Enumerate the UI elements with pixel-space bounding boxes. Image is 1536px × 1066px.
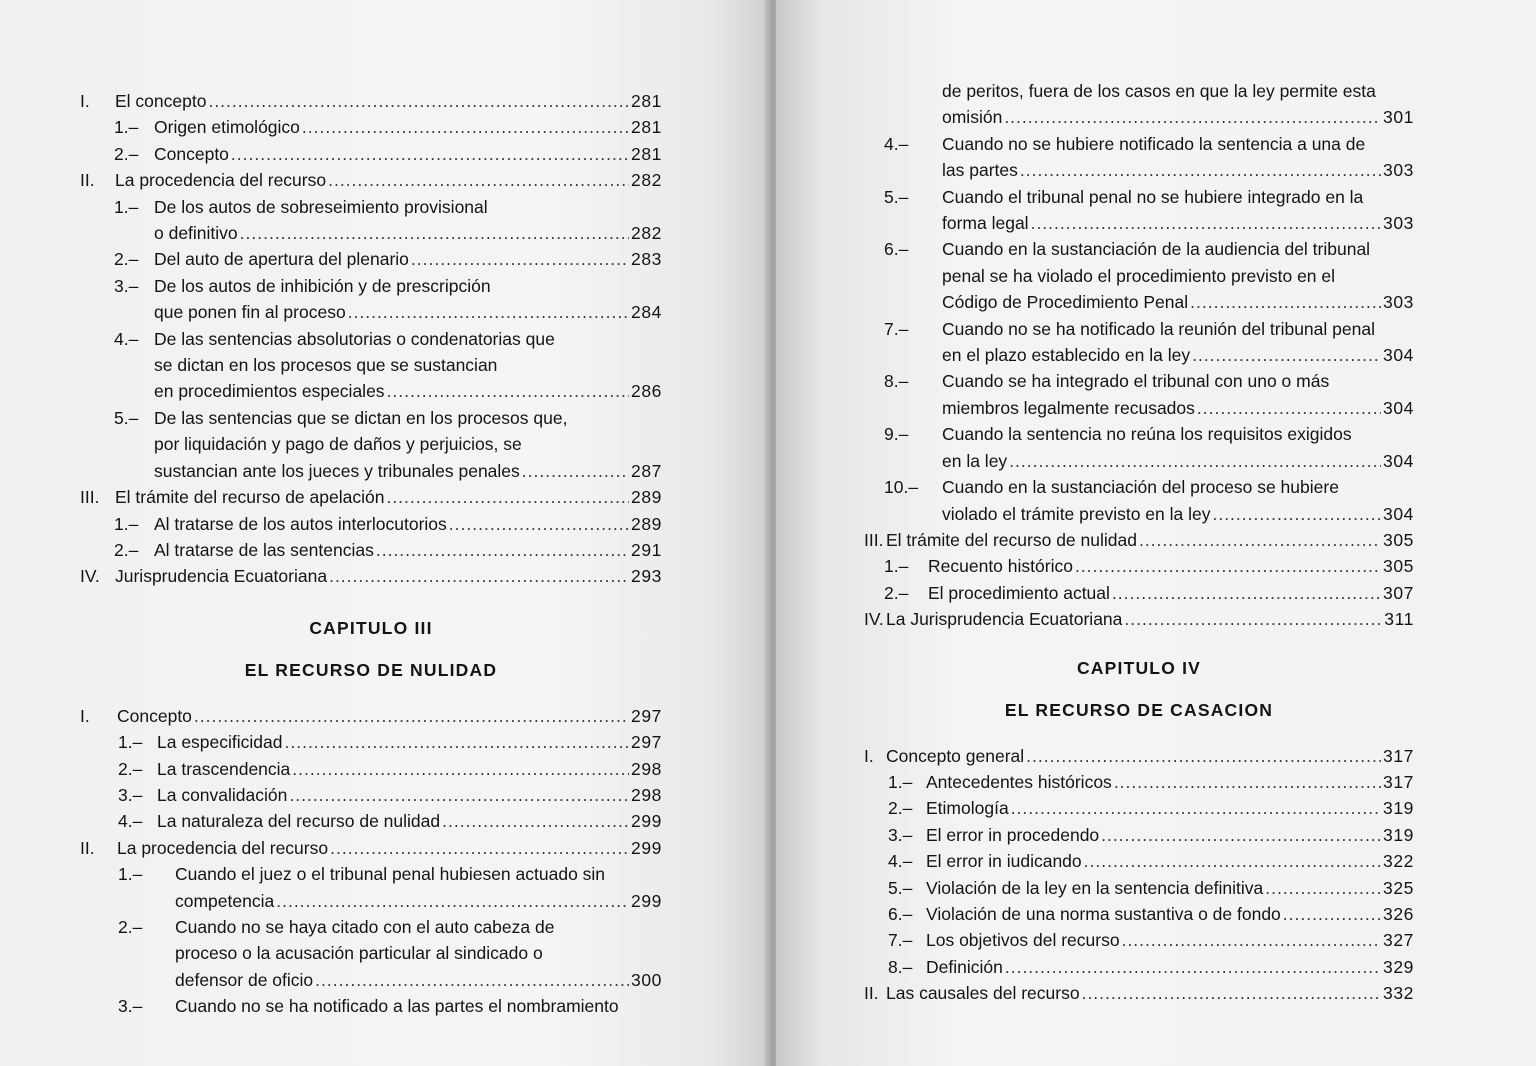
toc-page-number: 282 [631,223,662,244]
dot-leader [330,835,629,861]
toc-entry [80,167,662,193]
toc-entry-title: en procedimientos especiales [154,381,385,402]
dot-leader [1283,901,1381,927]
toc-entry-title: Etimología [926,798,1009,819]
toc-entry-number: 6.– [884,239,909,260]
toc-entry-line: Cuando el juez o el tribunal penal hubiesen actuado sin [175,864,606,885]
toc-entry-title: La procedencia del recurso [117,837,329,858]
toc-entry-number: II. [864,983,879,1004]
chapter-heading: CAPITULO IV [1076,657,1202,678]
dot-leader [329,563,629,589]
toc-entry-number: 2.– [888,798,913,819]
toc-entry-line: De los autos de sobreseimiento provisional [154,196,488,217]
toc-entry [864,474,1414,527]
toc-entry [864,795,1414,821]
right-toc-list-b [864,743,1414,1007]
toc-entry [80,114,662,140]
toc-page-number: 289 [631,487,662,508]
toc-entry [864,606,1414,632]
toc-entry-title: sustancian ante los jueces y tribunales penales [154,460,520,481]
toc-entry-line: Cuando no se ha notificado a las partes el nombramiento [175,996,619,1017]
dot-leader [1139,527,1381,553]
toc-entry-title: competencia [175,890,275,911]
toc-entry-title: Al tratarse de las sentencias [154,539,374,560]
dot-leader [1112,580,1381,606]
toc-entry-number: I. [864,745,874,766]
toc-page-number: 327 [1383,930,1414,951]
toc-entry-title: El error in procedendo [926,824,1100,845]
toc-page-number: 303 [1383,292,1414,313]
right-page [776,0,1536,1066]
toc-page-number: 297 [631,705,662,726]
dot-leader [302,114,629,140]
toc-page-number: 301 [1383,107,1414,128]
toc-entry-number: IV. [864,609,884,630]
toc-entry-number: 3.– [114,275,139,296]
toc-entry-title: Al tratarse de los autos interlocutorios [154,513,447,534]
toc-entry-title: forma legal [942,213,1029,234]
toc-entry-title: que ponen fin al proceso [154,302,346,323]
dot-leader [231,141,629,167]
toc-entry-number: 3.– [118,784,143,805]
dot-leader [285,729,630,755]
toc-page-number: 303 [1383,213,1414,234]
toc-entry-number: 8.– [884,371,909,392]
toc-entry [80,808,662,834]
left-toc-list-b [80,703,662,1020]
toc-entry-title: miembros legalmente recusados [942,397,1195,418]
dot-leader [1190,289,1381,315]
toc-entry-title: violado el trámite previsto en la ley [942,503,1211,524]
toc-entry [864,421,1414,474]
dot-leader [208,88,629,114]
dot-leader [411,246,629,272]
toc-entry-number: 8.– [888,956,913,977]
toc-entry-line: Cuando el tribunal penal no se hubiere integrado en la [942,186,1364,207]
toc-entry-title: Definición [926,956,1003,977]
dot-leader [348,299,629,325]
toc-entry [80,484,662,510]
toc-entry-title: La procedencia del recurso [115,170,327,191]
toc-page-number: 326 [1383,903,1414,924]
dot-leader [1011,795,1381,821]
dot-leader [1212,501,1381,527]
toc-entry-title: La especificidad [157,732,283,753]
toc-entry [864,743,1414,769]
toc-page-number: 293 [631,566,662,587]
chapter-title: EL RECURSO DE NULIDAD [244,659,498,680]
toc-entry [864,368,1414,421]
toc-page-number: 298 [631,758,662,779]
toc-entry [864,527,1414,553]
toc-entry [864,184,1414,237]
toc-entry [80,88,662,114]
toc-entry-line: por liquidación y pago de daños y perjuicios, se [154,434,522,455]
toc-page-number: 325 [1383,877,1414,898]
toc-page-number: 286 [631,381,662,402]
toc-page-number: 307 [1383,582,1414,603]
toc-entry-title: El trámite del recurso de apelación [115,487,385,508]
toc-entry [864,954,1414,980]
toc-entry-title: en la ley [942,450,1008,471]
toc-entry [80,703,662,729]
toc-entry-line: De las sentencias que se dictan en los procesos que, [154,407,568,428]
toc-entry [80,405,662,484]
toc-entry-number: 10.– [884,477,919,498]
dot-leader [1020,157,1381,183]
toc-entry [80,194,662,247]
toc-entry-number: 1.– [114,196,139,217]
toc-page-number: 299 [631,837,662,858]
dot-leader [1031,210,1381,236]
toc-entry-number: II. [80,837,95,858]
toc-entry-title: El concepto [115,91,207,111]
toc-entry-title: Concepto general [886,745,1025,766]
toc-entry-number: 1.– [888,771,913,792]
toc-page-number: 299 [631,811,662,832]
toc-entry-title: Concepto [117,705,192,726]
toc-entry-title: Código de Procedimiento Penal [942,292,1189,313]
toc-entry-line: Cuando en la sustanciación del proceso se hubiere [942,477,1339,498]
toc-page-number: 284 [631,302,662,323]
toc-entry [80,993,662,1019]
toc-page-number: 319 [1383,824,1414,845]
toc-entry-title: en el plazo establecido en la ley [942,345,1191,366]
toc-entry [80,273,662,326]
dot-leader [387,378,629,404]
toc-entry-number: 2.– [884,582,909,603]
toc-page-number: 287 [631,460,662,481]
toc-entry [864,553,1414,579]
toc-entry-number: 2.– [118,758,143,779]
toc-entry [80,756,662,782]
toc-entry-title: omisión [942,107,1003,128]
toc-entry-line: De los autos de inhibición y de prescripción [154,275,491,296]
dot-leader [1192,342,1381,368]
dot-leader [1124,606,1382,632]
toc-entry-number: III. [864,529,884,550]
dot-leader [1114,769,1381,795]
toc-entry-title: La Jurisprudencia Ecuatoriana [886,609,1123,630]
toc-page-number: 329 [1383,956,1414,977]
dot-leader [1101,822,1381,848]
chapter-heading: CAPITULO III [309,617,433,638]
toc-entry-line: proceso o la acusación particular al sindicado o [175,943,543,964]
toc-entry [864,769,1414,795]
toc-page-number: 291 [631,539,662,560]
toc-entry-line: Cuando se ha integrado el tribunal con uno o más [942,371,1330,392]
toc-entry [80,729,662,755]
dot-leader [328,167,629,193]
toc-entry [864,580,1414,606]
toc-entry-line: Cuando no se haya citado con el auto cabeza de [175,916,555,937]
toc-entry [80,861,662,914]
toc-entry-title: las partes [942,160,1018,181]
dot-leader [1082,980,1381,1006]
toc-page-number: 304 [1383,345,1414,366]
toc-entry [864,901,1414,927]
toc-entry-number: I. [80,91,90,111]
toc-entry-number: 2.– [114,539,139,560]
toc-entry [80,835,662,861]
toc-entry-title: La convalidación [157,784,288,805]
toc-entry [864,236,1414,315]
toc-entry [864,78,1414,131]
toc-entry-title: Recuento histórico [928,556,1073,577]
dot-leader [1075,553,1381,579]
dot-leader [194,703,629,729]
dot-leader [240,220,629,246]
toc-page-number: 304 [1383,503,1414,524]
toc-entry-number: 2.– [118,916,143,937]
toc-page-number: 322 [1383,851,1414,872]
toc-page-number: 317 [1383,745,1414,766]
dot-leader [1009,448,1381,474]
toc-entry [80,563,662,589]
toc-entry-title: El error in iudicando [926,851,1082,872]
left-toc-list-a [80,88,662,590]
toc-entry-number: 1.– [118,864,143,885]
toc-entry-line: Cuando la sentencia no reúna los requisitos exigidos [942,424,1352,445]
toc-entry-number: 4.– [888,851,913,872]
toc-entry-number: 4.– [114,328,139,349]
toc-entry [864,131,1414,184]
toc-entry-title: Jurisprudencia Ecuatoriana [115,566,328,587]
toc-entry-title: defensor de oficio [175,969,314,990]
toc-entry-number: 5.– [884,186,909,207]
toc-entry-number: IV. [80,566,100,587]
toc-entry [80,782,662,808]
dot-leader [276,888,629,914]
toc-entry [80,246,662,272]
toc-entry-number: 5.– [888,877,913,898]
dot-leader [289,782,629,808]
toc-page-number: 303 [1383,160,1414,181]
toc-entry-title: El procedimiento actual [928,582,1110,603]
toc-entry-title: o definitivo [154,223,238,244]
toc-entry-line: de peritos, fuera de los casos en que la ley permite esta [942,81,1376,101]
toc-entry [864,822,1414,848]
toc-page-number: 304 [1383,450,1414,471]
toc-page-number: 319 [1383,798,1414,819]
toc-entry-number: 3.– [888,824,913,845]
toc-entry-number: 9.– [884,424,909,445]
toc-entry [80,537,662,563]
chapter-title: EL RECURSO DE CASACION [1004,699,1274,720]
dot-leader [376,537,629,563]
toc-entry-line: Cuando no se ha notificado la reunión del tribunal penal [942,318,1375,339]
toc-entry [864,316,1414,369]
toc-page-number: 283 [631,249,662,270]
toc-page-number: 304 [1383,397,1414,418]
toc-entry-title: Violación de una norma sustantiva o de fondo [926,903,1281,924]
toc-entry-title: Antecedentes históricos [926,771,1112,792]
toc-entry-title: Concepto [154,143,229,164]
toc-page-number: 299 [631,890,662,911]
toc-entry-number: 7.– [884,318,909,339]
toc-entry-number: III. [80,487,100,508]
toc-entry-title: Las causales del recurso [886,983,1080,1004]
toc-entry-number: II. [80,170,95,191]
dot-leader [1197,395,1381,421]
toc-page-number: 305 [1383,529,1414,550]
toc-entry-number: I. [80,705,90,726]
toc-entry-line: De las sentencias absolutorias o condenatorias que [154,328,555,349]
toc-entry-number: 1.– [114,117,139,138]
toc-entry-line: penal se ha violado el procedimiento previsto en el [942,265,1336,286]
dot-leader [449,511,629,537]
toc-entry [864,927,1414,953]
toc-page-number: 281 [631,117,662,138]
toc-entry-title: Del auto de apertura del plenario [154,249,409,270]
toc-page-number: 317 [1383,771,1414,792]
toc-entry [80,914,662,993]
toc-page-number: 298 [631,784,662,805]
toc-entry-number: 3.– [118,996,143,1017]
toc-entry [864,875,1414,901]
dot-leader [1265,875,1381,901]
toc-page-number: 282 [631,170,662,191]
toc-entry-number: 1.– [884,556,909,577]
dot-leader [386,484,629,510]
toc-entry-title: Los objetivos del recurso [926,930,1120,951]
toc-entry-line: se dictan en los procesos que se sustancian [154,355,498,376]
dot-leader [1005,954,1381,980]
toc-entry-title: Violación de la ley en la sentencia definitiva [926,877,1264,898]
toc-page-number: 332 [1383,983,1414,1004]
dot-leader [315,967,629,993]
right-toc-list-a [864,78,1414,633]
left-toc-column [80,88,662,1020]
toc-entry-number: 1.– [114,513,139,534]
toc-entry [80,141,662,167]
toc-page-number: 305 [1383,556,1414,577]
toc-entry-number: 7.– [888,930,913,951]
toc-entry-number: 2.– [114,249,139,270]
dot-leader [522,458,629,484]
dot-leader [442,808,629,834]
toc-entry-number: 5.– [114,407,139,428]
dot-leader [1122,927,1381,953]
dot-leader [1084,848,1381,874]
toc-entry-title: El trámite del recurso de nulidad [886,529,1137,550]
toc-entry-title: Origen etimológico [154,117,300,138]
toc-entry [80,511,662,537]
toc-entry-number: 2.– [114,143,139,164]
toc-page-number: 281 [631,143,662,164]
toc-entry-number: 6.– [888,903,913,924]
toc-entry-line: Cuando no se hubiere notificado la sentencia a una de [942,133,1366,154]
right-toc-column [864,78,1414,1007]
toc-page-number: 311 [1384,609,1414,630]
toc-entry [80,326,662,405]
dot-leader [292,756,629,782]
toc-entry [864,848,1414,874]
dot-leader [1004,104,1381,130]
toc-entry-title: La trascendencia [157,758,291,779]
toc-entry-line: Cuando en la sustanciación de la audiencia del tribunal [942,239,1371,260]
toc-entry-number: 4.– [118,811,143,832]
toc-entry-title: La naturaleza del recurso de nulidad [157,811,441,832]
toc-page-number: 289 [631,513,662,534]
toc-entry-number: 1.– [118,732,143,753]
toc-page-number: 300 [631,969,662,990]
toc-page-number: 281 [631,91,662,111]
toc-entry [864,980,1414,1006]
toc-entry-number: 4.– [884,133,909,154]
toc-page-number: 297 [631,732,662,753]
dot-leader [1026,743,1381,769]
